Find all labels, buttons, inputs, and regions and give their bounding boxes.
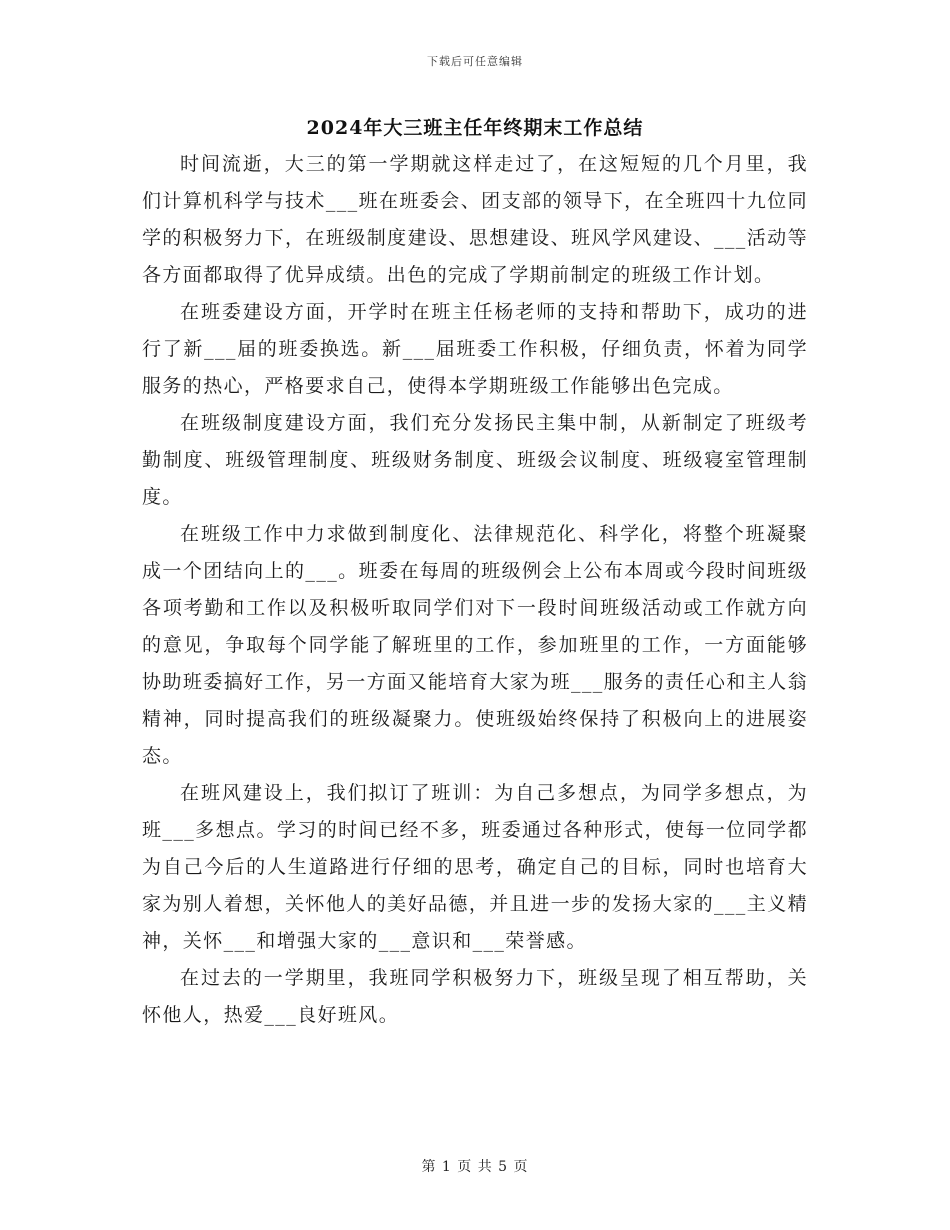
page-number: 第 1 页 共 5 页: [421, 1159, 529, 1175]
header-note: 下载后可任意编辑: [427, 55, 523, 68]
document-body: [142, 146, 808, 1034]
paragraph: 在班委建设方面，开学时在班主任杨老师的支持和帮助下，成功的进行了新___届的班委换选。新___届班委工作积极，仔细负责，怀着为同学服务的热心，严格要求自己，使得本学期班级工作能够出色完成。: [142, 301, 808, 397]
paragraph: 在过去的一学期里，我班同学积极努力下，班级呈现了相互帮助，关怀他人，热爱___良好班风。: [142, 967, 808, 1026]
document-title: 2024年大三班主任年终期末工作总结: [306, 117, 644, 139]
paragraph: 在班级工作中力求做到制度化、法律规范化、科学化，将整个班凝聚成一个团结向上的___。班委在每周的班级例会上公布本周或今段时间班级各项考勤和工作以及积极听取同学们对下一段时间班级活动或工作就方向的意见，争取每个同学能了解班里的工作，参加班里的工作，一方面能够协助班委搞好工作，另一方面又能培育大家为班___服务的责任心和主人翁精神，同时提高我们的班级凝聚力。使班级始终保持了积极向上的进展姿态。: [142, 523, 808, 767]
paragraph: 在班风建设上，我们拟订了班训：为自己多想点，为同学多想点，为班___多想点。学习的时间已经不多，班委通过各种形式，使每一位同学都为自己今后的人生道路进行仔细的思考，确定自己的目标，同时也培育大家为别人着想，关怀他人的美好品德，并且进一步的发扬大家的___主义精神，关怀___和增强大家的___意识和___荣誉感。: [142, 782, 808, 952]
paragraph: 在班级制度建设方面，我们充分发扬民主集中制，从新制定了班级考勤制度、班级管理制度、班级财务制度、班级会议制度、班级寝室管理制度。: [142, 412, 808, 508]
paragraph: 时间流逝，大三的第一学期就这样走过了，在这短短的几个月里，我们计算机科学与技术___班在班委会、团支部的领导下，在全班四十九位同学的积极努力下，在班级制度建设、思想建设、班风学风建设、___活动等各方面都取得了优异成绩。出色的完成了学期前制定的班级工作计划。: [142, 153, 808, 286]
